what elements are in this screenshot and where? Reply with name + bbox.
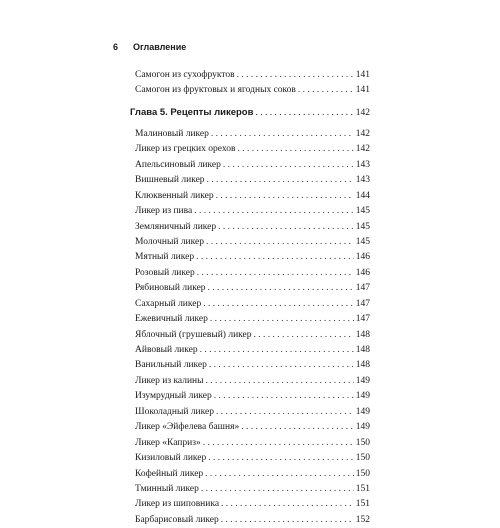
running-header	[113, 42, 186, 52]
toc-entry-title: Барбарисовый ликер	[135, 514, 219, 525]
dot-leader	[216, 189, 354, 204]
dot-leader	[218, 220, 354, 235]
toc-entry	[130, 235, 370, 250]
toc-entry-page-number: 149	[355, 391, 370, 402]
toc-entry-page-number: 143	[355, 175, 370, 186]
toc-entry-page-number: 141	[355, 85, 370, 96]
toc-entry-page-number: 151	[355, 483, 370, 494]
toc-entry	[130, 374, 370, 389]
toc-entry	[130, 127, 370, 142]
toc-entry	[130, 173, 370, 188]
toc-entry-page-number: 146	[355, 252, 370, 263]
toc-entry-title: Земляничный ликер	[135, 221, 217, 232]
toc-entry-page-number: 145	[355, 206, 370, 217]
toc-entry	[130, 297, 370, 312]
toc-entry	[130, 189, 370, 204]
toc-entry-title: Самогон из сухофруктов	[135, 70, 235, 80]
dot-leader	[207, 173, 354, 188]
toc-entry	[130, 482, 370, 497]
dot-leader	[194, 204, 354, 219]
dot-leader	[254, 328, 354, 343]
dot-leader	[298, 83, 354, 98]
dot-leader	[200, 343, 354, 358]
dot-leader	[210, 312, 354, 327]
toc-entry-page-number: 149	[355, 422, 370, 433]
dot-leader	[237, 68, 354, 83]
dot-leader	[206, 374, 354, 389]
toc-entry	[130, 204, 370, 219]
dot-leader	[241, 420, 354, 435]
chapter-page-number: 142	[355, 107, 370, 118]
toc-entry-title: Кизиловый ликер	[135, 453, 207, 464]
chapter-title: Глава 5. Рецепты ликеров	[130, 106, 254, 118]
toc-entry	[130, 451, 370, 466]
toc-entry-page-number: 142	[355, 144, 370, 155]
dot-leader	[214, 389, 354, 404]
toc-entry	[130, 358, 370, 373]
toc-entry-title: Молочный ликер	[135, 236, 204, 247]
chapter-heading-row	[130, 105, 370, 120]
toc-entry-page-number: 142	[355, 128, 370, 139]
dot-leader	[206, 235, 354, 250]
dot-leader	[203, 436, 354, 451]
toc-entry	[130, 68, 370, 83]
toc-entry	[130, 312, 370, 327]
toc-entry	[130, 328, 370, 343]
toc-entry-page-number: 148	[355, 329, 370, 340]
toc-entry-page-number: 149	[355, 375, 370, 386]
toc-entry-page-number: 148	[355, 345, 370, 355]
toc-entry-title: Тминный ликер	[135, 483, 199, 494]
toc-entry-page-number: 145	[355, 236, 370, 247]
section-title: Оглавление	[133, 42, 187, 52]
toc-entry	[130, 158, 370, 173]
toc-entry-title: Ликер «Эйфелева башня»	[135, 422, 240, 433]
dot-leader	[223, 158, 354, 173]
toc-entry	[130, 83, 370, 98]
toc-entry-title: Ежевичный ликер	[135, 314, 208, 325]
toc-entry-title: Мятный ликер	[135, 252, 195, 263]
dot-leader	[211, 127, 354, 142]
toc-entry-page-number: 150	[355, 468, 370, 479]
toc-entry-page-number: 147	[355, 283, 370, 294]
toc-entry-title: Ликер из пива	[135, 206, 193, 217]
toc-entry-page-number: 143	[355, 159, 370, 170]
toc-entry-title: Вишневый ликер	[135, 175, 205, 186]
toc-entry	[130, 513, 370, 528]
table-of-contents	[130, 68, 370, 528]
toc-entry-title: Айвовый ликер	[135, 345, 198, 355]
toc-entries-list	[130, 127, 370, 528]
toc-entry-title: Розовый ликер	[135, 267, 195, 278]
toc-entry-title: Ликер «Каприз»	[135, 437, 201, 448]
toc-entry-title: Рябиновый ликер	[135, 283, 206, 294]
toc-entry-title: Кофейный ликер	[135, 468, 204, 479]
dot-leader	[208, 281, 354, 296]
dot-leader	[255, 106, 353, 121]
toc-entry-page-number: 152	[355, 514, 370, 525]
toc-before-list	[130, 68, 370, 99]
toc-entry	[130, 142, 370, 157]
toc-entry	[130, 389, 370, 404]
toc-entry-title: Яблочный (грушевый) ликер	[135, 329, 252, 340]
toc-entry-page-number: 144	[355, 190, 370, 201]
toc-entry-page-number: 147	[355, 298, 370, 309]
toc-entry-title: Апельсиновый ликер	[135, 159, 221, 170]
toc-entry-title: Клюквенный ликер	[135, 190, 214, 201]
page-number: 6	[113, 42, 119, 52]
toc-entry-title: Малиновый ликер	[135, 128, 209, 139]
toc-entry	[130, 281, 370, 296]
dot-leader	[205, 467, 354, 482]
dot-leader	[196, 250, 354, 265]
toc-entry-title: Шоколадный ликер	[135, 406, 214, 417]
toc-entry	[130, 420, 370, 435]
toc-entry	[130, 266, 370, 281]
dot-leader	[208, 451, 354, 466]
dot-leader	[216, 405, 354, 420]
toc-entry-page-number: 149	[355, 406, 370, 417]
dot-leader	[209, 358, 354, 373]
toc-entry-title: Сахарный ликер	[135, 298, 202, 309]
toc-entry-page-number: 148	[355, 360, 370, 371]
toc-entry-title: Изумрудный ликер	[135, 391, 212, 402]
toc-entry	[130, 467, 370, 482]
toc-entry-page-number: 145	[355, 221, 370, 232]
dot-leader	[221, 513, 354, 528]
toc-entry-page-number: 150	[355, 453, 370, 464]
toc-entry-page-number: 146	[355, 267, 370, 278]
toc-entry-title: Ликер из грецких орехов	[135, 144, 236, 155]
toc-entry	[130, 250, 370, 265]
dot-leader	[197, 266, 354, 281]
toc-entry-title: Ликер из шиповника	[135, 499, 220, 510]
toc-entry	[130, 343, 370, 358]
toc-entry	[130, 436, 370, 451]
toc-entry	[130, 405, 370, 420]
toc-entry-title: Ликер из калины	[135, 375, 204, 386]
dot-leader	[237, 142, 353, 157]
dot-leader	[203, 297, 354, 312]
toc-entry-title: Ванильный ликер	[135, 360, 207, 371]
dot-leader	[201, 482, 354, 497]
toc-entry-title: Самогон из фруктовых и ягодных соков	[135, 85, 296, 96]
toc-entry-page-number: 147	[355, 314, 370, 325]
toc-entry	[130, 220, 370, 235]
toc-entry-page-number: 151	[355, 499, 370, 510]
toc-entry-page-number: 150	[355, 437, 370, 448]
toc-entry-page-number: 141	[355, 70, 370, 80]
